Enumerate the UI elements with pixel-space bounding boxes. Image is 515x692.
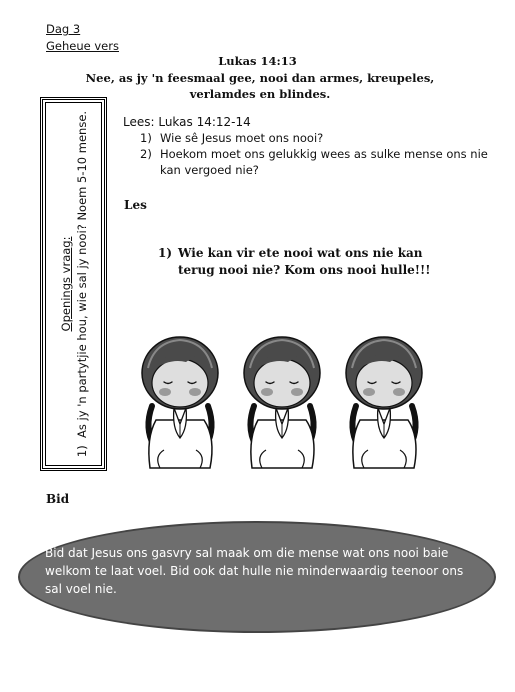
prayer-text: Bid dat Jesus ons gasvry sal maak om die mense wat ons nooi baie welkom te laat voel. Bid ook dat hulle nie minderwaardig teenoor ons sal voel nie. <box>45 546 464 596</box>
reading-question-text: Hoekom moet ons gelukkig wees as sulke mense ons nie kan vergoed nie? <box>160 147 488 177</box>
list-item <box>140 130 490 146</box>
praying-girl <box>142 337 218 468</box>
verse-text: Nee, as jy 'n feesmaal gee, nooi dan armes, kreupeles, verlamdes en blindes. <box>85 71 435 101</box>
opening-question-text: As jy 'n partytjie hou, wie sal jy nooi? Noem 5-10 mense. <box>74 110 89 438</box>
lesson-question-text: Wie kan vir ete nooi wat ons nie kan terug nooi nie? Kom ons nooi hulle!!! <box>178 246 431 277</box>
memory-verse-heading: Geheue vers <box>46 39 119 53</box>
reading-question-number: 2) <box>140 147 152 161</box>
praying-girl-illustration <box>232 328 332 473</box>
opening-question-rotated <box>58 104 90 464</box>
opening-question-heading: Openings vraag: <box>58 236 73 332</box>
reading-label: Lees: Lukas 14:12-14 <box>123 115 251 129</box>
opening-question-number: 1) <box>74 445 89 458</box>
opening-question-box <box>40 97 107 471</box>
prayer-heading: Bid <box>46 492 70 506</box>
reading-questions <box>140 130 490 178</box>
lesson-question <box>158 245 458 279</box>
opening-question-item <box>74 104 90 464</box>
list-item <box>140 146 490 178</box>
day-label: Dag 3 <box>46 22 81 36</box>
lesson-heading: Les <box>124 198 147 212</box>
praying-girl-illustration <box>334 328 434 473</box>
praying-girl-illustration <box>130 328 230 473</box>
lesson-question-number: 1) <box>158 246 173 260</box>
praying-girl <box>244 337 320 468</box>
verse-reference: Lukas 14:13 <box>218 54 297 68</box>
reading-question-text: Wie sê Jesus moet ons nooi? <box>160 131 324 145</box>
praying-girl <box>346 337 422 468</box>
reading-question-number: 1) <box>140 131 152 145</box>
